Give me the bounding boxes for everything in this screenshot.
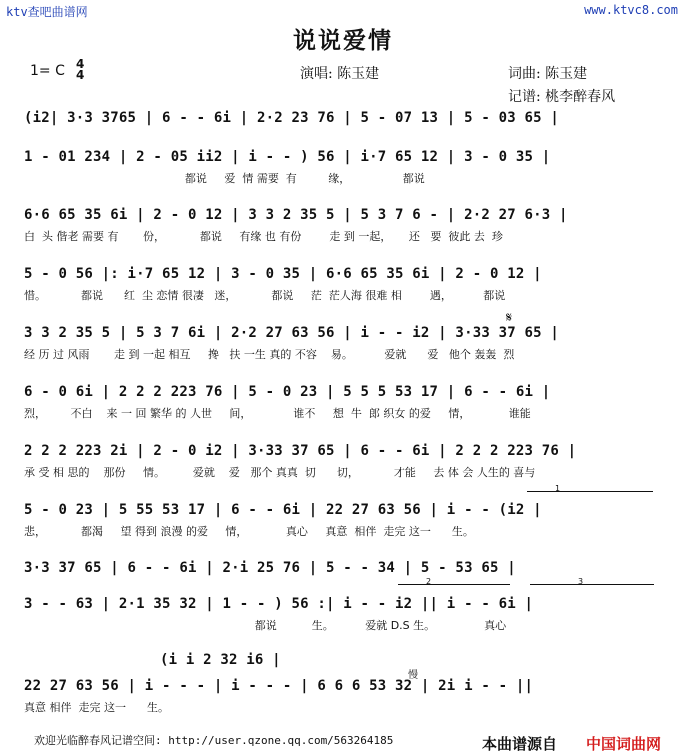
singer-credit: 演唱: 陈玉建 [300, 66, 380, 82]
footer-welcome: 欢迎光临醉春风记谱空间: http://user.qzone.qq.com/563264185 [34, 734, 394, 747]
watermark-left: ktv查吧曲谱网 [6, 5, 88, 19]
notes: 5 - 0 23 | 5 55 53 17 | 6 - - 6i | 22 27 63 56 | i - - (i2 | [24, 502, 542, 518]
lyrics: 真意 相伴 走完 这一 生。 [24, 701, 169, 714]
notes: 3 3 2 35 5 | 5 3 7 6i | 2·2 27 63 56 | i - - i2 | 3·33 37 65 | [24, 325, 559, 341]
ending-number-2: 2 [426, 577, 432, 586]
ending-bracket-3 [530, 584, 654, 585]
lyrics: 都说 生。 爱就 D.S 生。 真心 [24, 619, 507, 632]
time-signature-bottom: 4 [76, 68, 85, 82]
footer-site: 中国词曲网 [586, 735, 662, 753]
transcriber-credit: 记谱: 桃李醉春风 [508, 89, 616, 105]
song-title: 说说爱情 [293, 28, 393, 54]
notes: 6 - 0 6i | 2 2 2 223 76 | 5 - 0 23 | 5 5 5 53 17 | 6 - - 6i | [24, 384, 551, 400]
notes: 1 - 01 234 | 2 - 05 ii2 | i - - ) 56 | i·7 65 12 | 3 - 0 35 | [24, 149, 551, 165]
time-signature [76, 59, 84, 81]
ending-number-3: 3 [578, 577, 584, 586]
notes: 6·6 65 35 6i | 2 - 0 12 | 3 3 2 35 5 | 5 3 7 6 - | 2·2 27 6·3 | [24, 207, 568, 223]
watermark-right: www.ktvc8.com [584, 3, 678, 17]
notes: 5 - 0 56 |: i·7 65 12 | 3 - 0 35 | 6·6 65 35 6i | 2 - 0 12 | [24, 266, 542, 282]
lyrics: 经 历 过 风雨 走 到 一起 相互 搀 扶 一生 真的 不容 易。 爱就 爱 他个 轰轰 烈 [24, 348, 515, 361]
lyrics: 承 受 相 思的 那份 情。 爱就 爱 那个 真真 切 切， 才能 去 体 会 人生的 喜与 [24, 466, 536, 479]
time-signature-top: 4 [76, 57, 85, 71]
lyrics: 悲， 都渴 望 得到 浪漫 的爱 情， 真心 真意 相伴 走完 这一 生。 [24, 525, 474, 538]
rit-marking: 慢 [408, 670, 418, 681]
key-signature: 1= C [30, 63, 65, 79]
lyrics: 烈， 不白 来 一 回 繁华 的 人世 间， 谁不 想 牛 郎 织女 的爱 情， 谁能 [24, 407, 531, 420]
notes: 3 - - 63 | 2·1 35 32 | 1 - - ) 56 :| i - - i2 || i - - 6i | [24, 596, 534, 612]
lyrics: 惜。 都说 红 尘 恋情 很凄 迷， 都说 茫 茫人海 很难 相 遇， 都说 [24, 289, 506, 302]
segno-sign: 𝄋 [506, 310, 513, 326]
notes: 3·3 37 65 | 6 - - 6i | 2·i 25 76 | 5 - - 34 | 5 - 53 65 | [24, 560, 516, 576]
ending-bracket-2 [398, 584, 510, 585]
notes: (i i 2 32 i6 | [160, 652, 281, 668]
footer-source: 本曲谱源自 [482, 735, 558, 753]
lyrics: 白 头 偕老 需要 有 份， 都说 有缘 也 有份 走 到 一起， 还 要 彼此 去 珍 [24, 230, 503, 243]
notes: 22 27 63 56 | i - - - | i - - - | 6 6 6 53 32 | 2i i - - || [24, 678, 534, 694]
ending-bracket-1 [527, 491, 653, 492]
ending-number-1: 1 [555, 484, 561, 493]
notes: 2 2 2 223 2i | 2 - 0 i2 | 3·33 37 65 | 6 - - 6i | 2 2 2 223 76 | [24, 443, 577, 459]
composer-credit: 词曲: 陈玉建 [508, 66, 588, 82]
lyrics: 都说 爱 情 需要 有 缘， 都说 [24, 172, 425, 185]
notes: (i2| 3·3 3765 | 6 - - 6i | 2·2 23 76 | 5 - 07 13 | 5 - 03 65 | [24, 110, 559, 126]
